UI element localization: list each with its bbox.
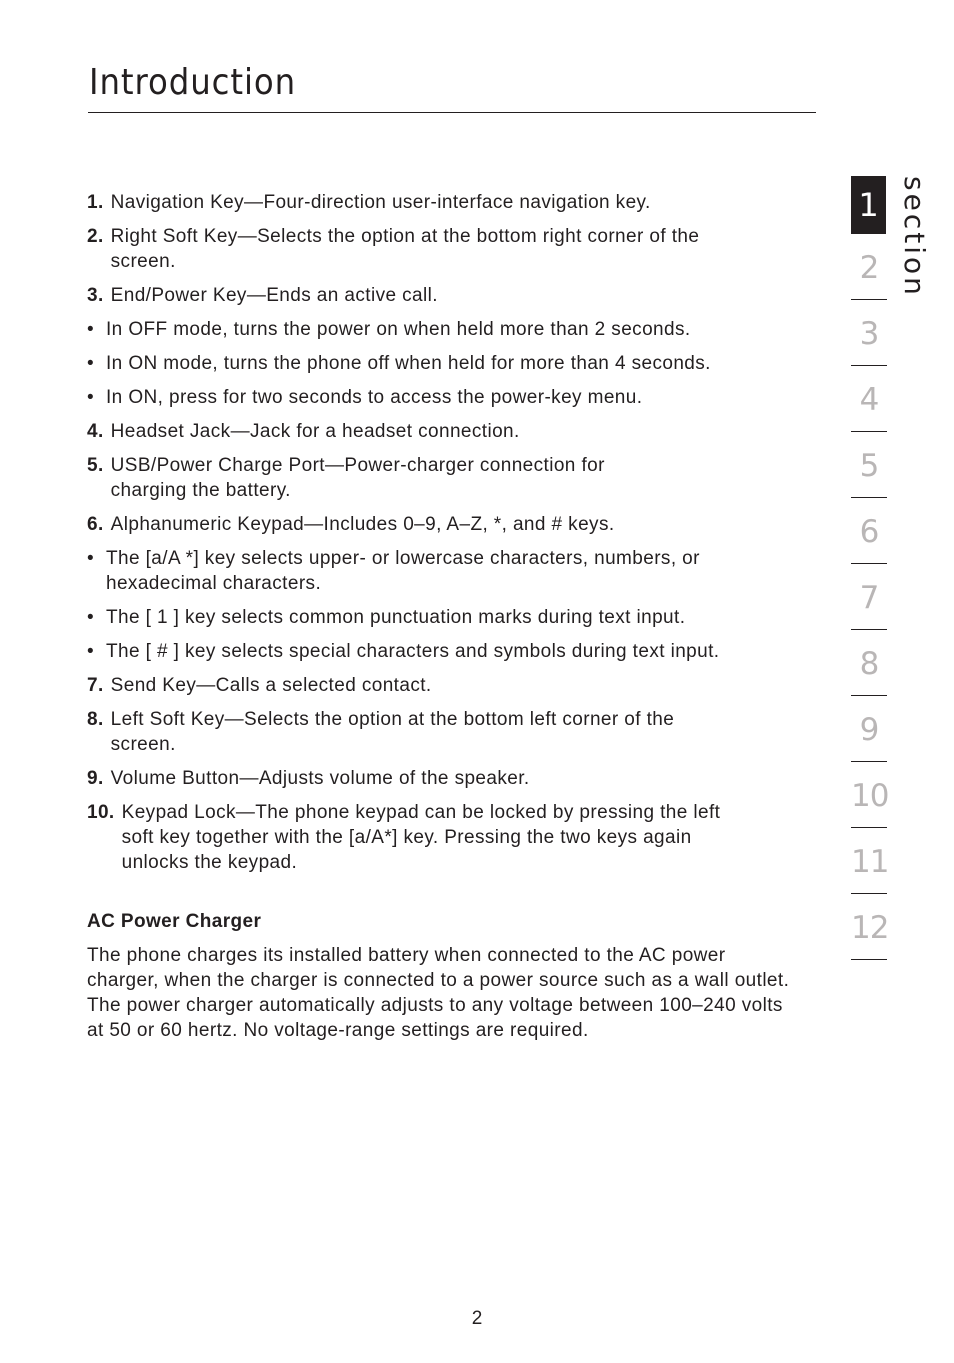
item-number: 7.	[87, 675, 104, 696]
item-text: Send Key—Calls a selected contact.	[110, 675, 432, 696]
item-text: Headset Jack—Jack for a headset connection.	[110, 421, 520, 442]
bullet-text: In OFF mode, turns the power on when held more than 2 seconds.	[106, 319, 691, 340]
main-content	[87, 190, 807, 1043]
item-number: 9.	[87, 768, 104, 789]
ac-power-charger-heading: AC Power Charger	[87, 911, 262, 932]
list-item	[87, 283, 807, 308]
bullet-marker: •	[87, 353, 95, 374]
section-tab: 7	[851, 564, 887, 630]
section-tab: 4	[851, 366, 887, 432]
page-title: Introduction	[89, 62, 297, 103]
list-item	[87, 673, 807, 698]
item-text: Navigation Key—Four-direction user-interface navigation key.	[110, 192, 651, 213]
bullet-marker: •	[87, 548, 95, 569]
list-item	[87, 190, 807, 215]
page-number: 2	[471, 1308, 483, 1329]
bullet-item	[87, 639, 807, 664]
bullet-marker: •	[87, 387, 95, 408]
section-tab: 6	[851, 498, 887, 564]
bullet-marker: •	[87, 641, 95, 662]
bullet-text: The [a/A *] key selects upper- or lowercase characters, numbers, or hexadecimal characters.	[106, 548, 700, 594]
section-tab: 9	[851, 696, 887, 762]
item-number: 1.	[87, 192, 104, 213]
bullet-text: The [ 1 ] key selects common punctuation marks during text input.	[106, 607, 686, 628]
bullet-item	[87, 351, 807, 376]
bullet-text: The [ # ] key selects special characters and symbols during text input.	[106, 641, 720, 662]
bullet-marker: •	[87, 319, 95, 340]
list-item	[87, 512, 807, 537]
list-item	[87, 766, 807, 791]
section-tab: 12	[851, 894, 887, 960]
section-tab-active: 1	[851, 176, 886, 234]
item-text: Right Soft Key—Selects the option at the bottom right corner of the screen.	[110, 226, 700, 272]
item-number: 2.	[87, 226, 104, 247]
section-tab: 8	[851, 630, 887, 696]
bullet-marker: •	[87, 607, 95, 628]
list-item	[87, 707, 807, 757]
section-tabs	[851, 176, 887, 960]
section-tab: 5	[851, 432, 887, 498]
item-text: Left Soft Key—Selects the option at the bottom left corner of the screen.	[110, 709, 675, 755]
key-list	[87, 190, 807, 875]
item-text: Alphanumeric Keypad—Includes 0–9, A–Z, *, and # keys.	[110, 514, 615, 535]
ac-power-charger-paragraph: The phone charges its installed battery when connected to the AC power charger, when the charger is connected to a power source such as a wall outlet. The power charger automatically adjusts to any voltage between 100–240 volts at 50 or 60 hertz. No voltage-range settings are required.	[87, 945, 790, 1041]
bullet-item	[87, 317, 807, 342]
bullet-text: In ON mode, turns the phone off when held for more than 4 seconds.	[106, 353, 711, 374]
bullet-item	[87, 605, 807, 630]
title-divider	[88, 112, 816, 113]
item-text: Keypad Lock—The phone keypad can be locked by pressing the left soft key together with the [a/A*] key. Pressing the two keys again unlocks the keypad.	[121, 802, 721, 873]
item-number: 3.	[87, 285, 104, 306]
section-tab: 10	[851, 762, 887, 828]
section-tab: 3	[851, 300, 887, 366]
item-number: 8.	[87, 709, 104, 730]
list-item	[87, 419, 807, 444]
item-text: USB/Power Charge Port—Power-charger connection for charging the battery.	[110, 455, 605, 501]
bullet-item	[87, 385, 807, 410]
bullet-item	[87, 546, 807, 596]
item-number: 6.	[87, 514, 104, 535]
list-item	[87, 224, 807, 274]
item-text: End/Power Key—Ends an active call.	[110, 285, 438, 306]
item-number: 4.	[87, 421, 104, 442]
item-text: Volume Button—Adjusts volume of the speaker.	[110, 768, 530, 789]
section-tab: 2	[851, 234, 887, 300]
section-tab: 11	[851, 828, 887, 894]
item-number: 5.	[87, 455, 104, 476]
section-label: section	[898, 176, 931, 298]
bullet-text: In ON, press for two seconds to access the power-key menu.	[106, 387, 643, 408]
list-item	[87, 453, 807, 503]
list-item	[87, 800, 807, 875]
item-number: 10.	[87, 802, 115, 823]
